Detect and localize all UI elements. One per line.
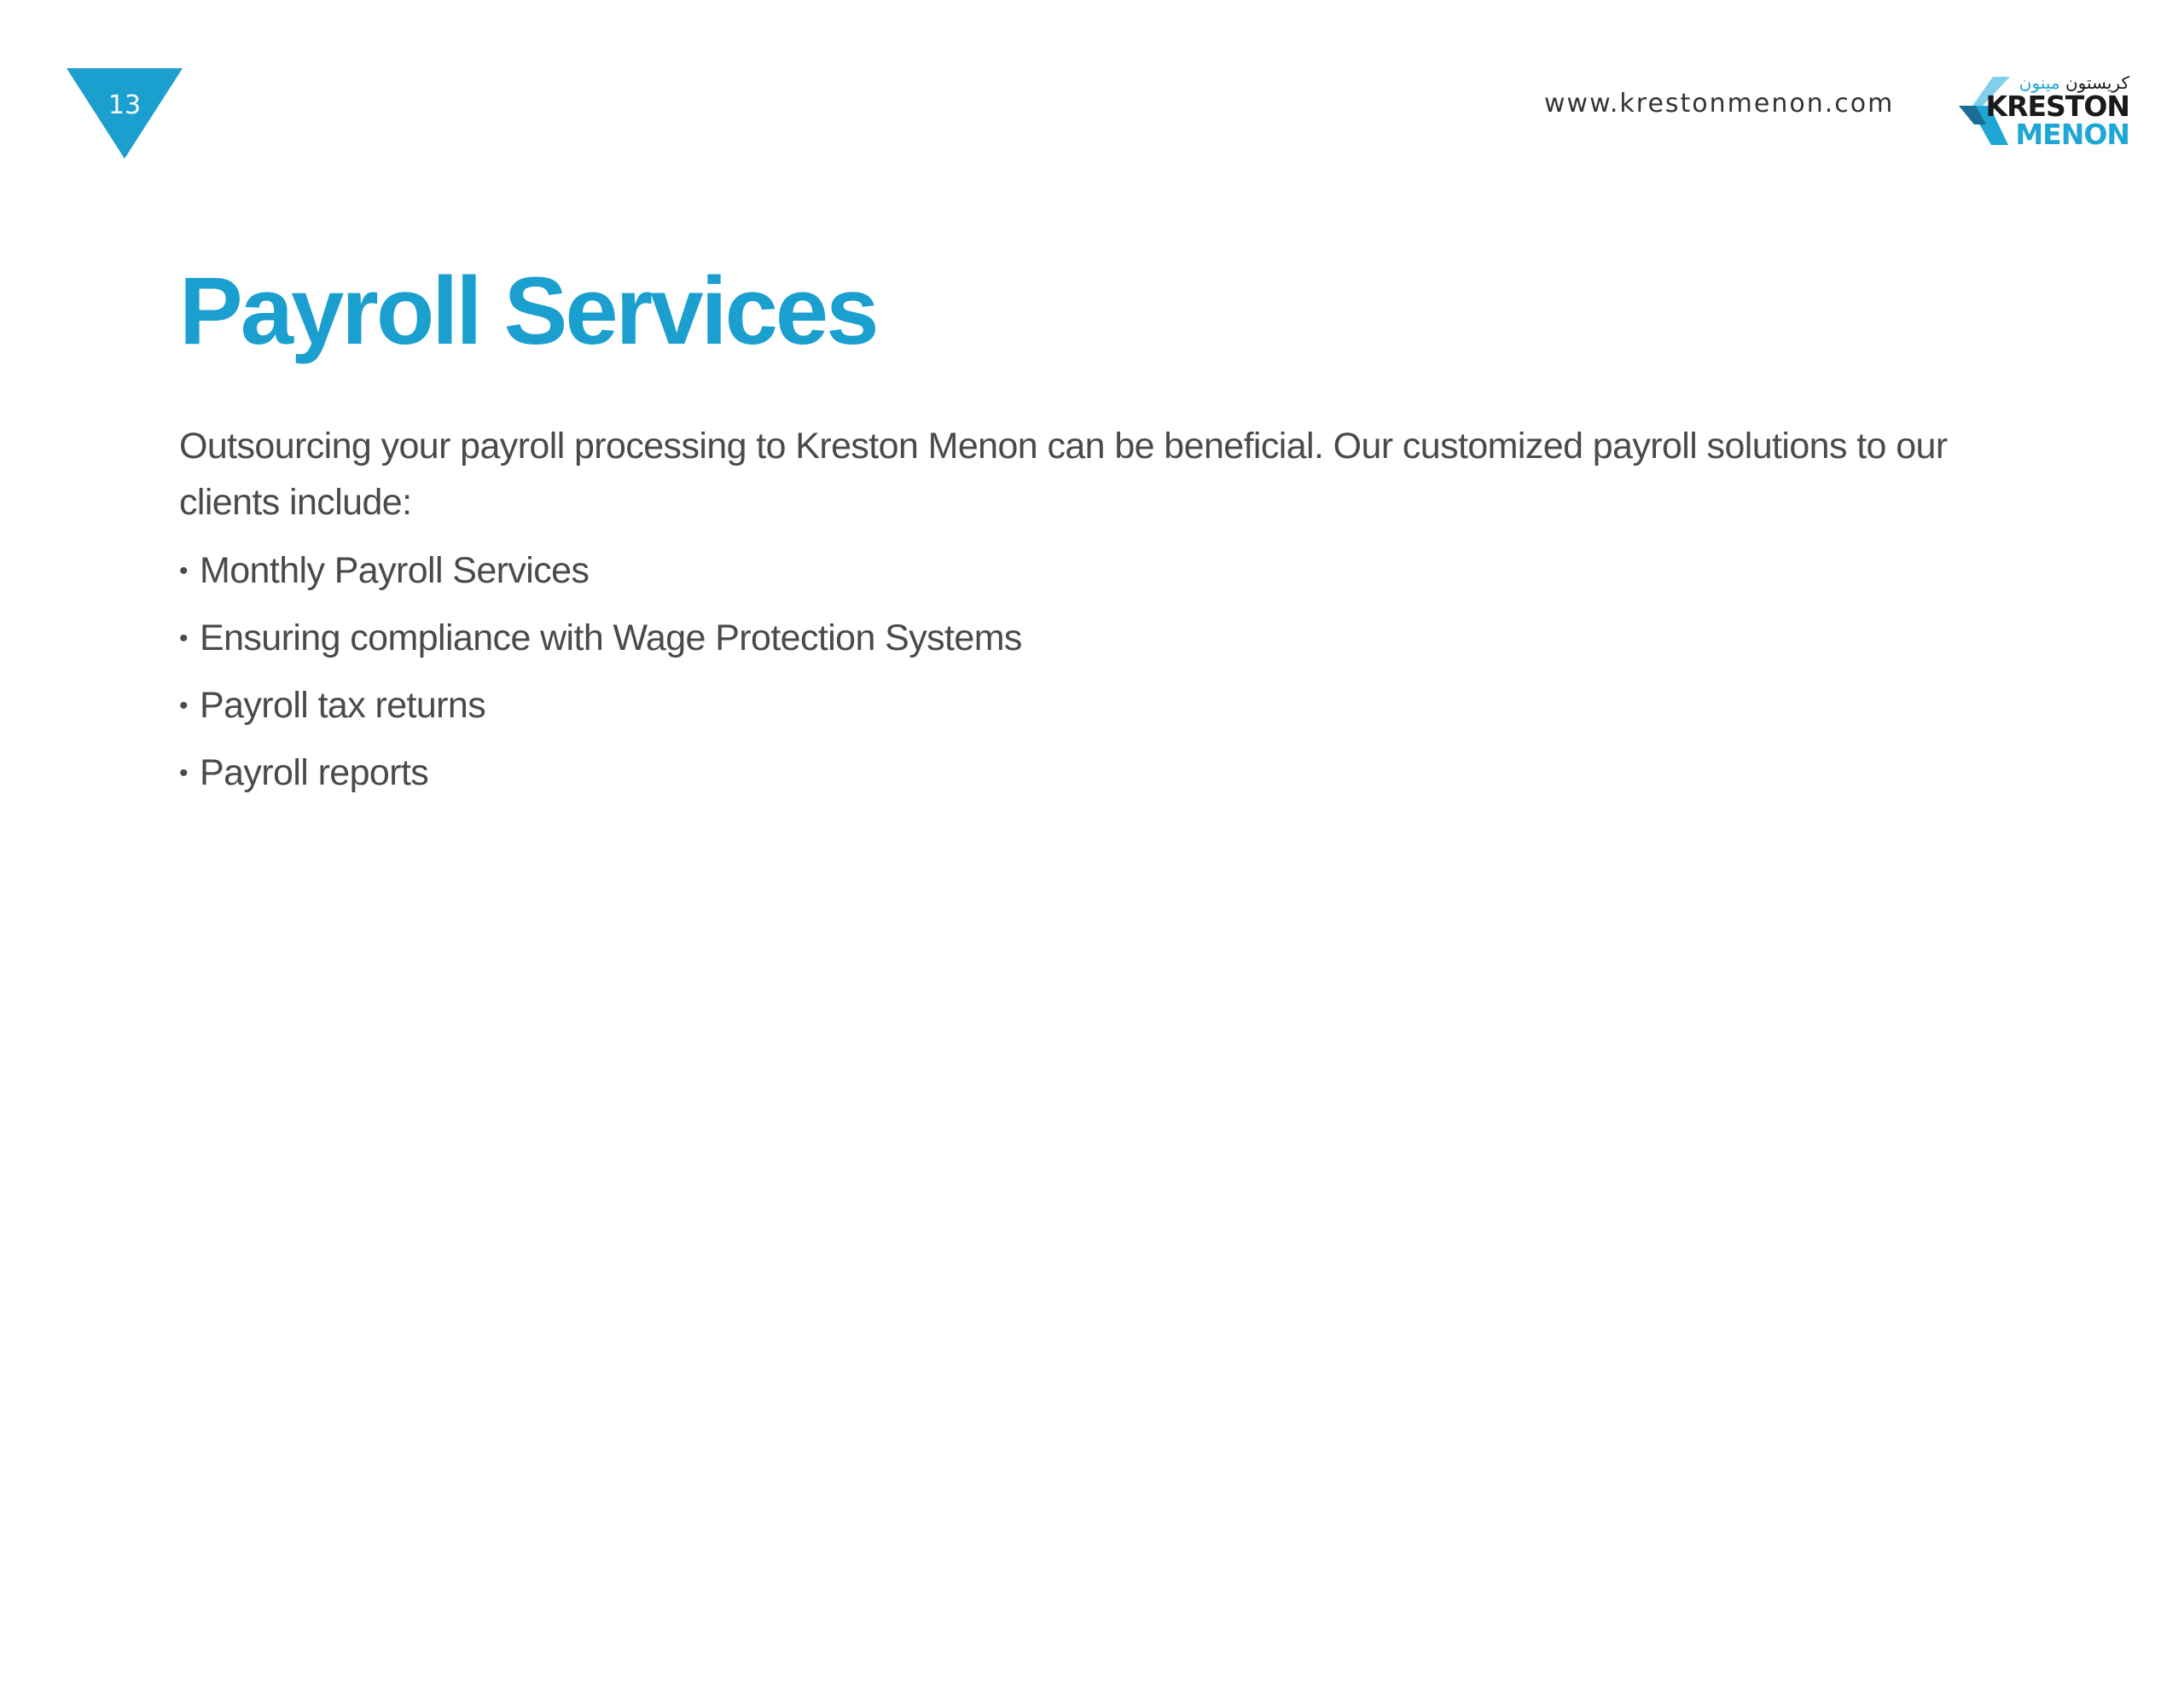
bullet-icon: • bbox=[179, 557, 188, 585]
website-url: www.krestonmenon.com bbox=[1544, 89, 1895, 119]
service-label: Ensuring compliance with Wage Protection Systems bbox=[200, 617, 1022, 658]
kreston-menon-logo bbox=[1959, 73, 2129, 150]
services-list bbox=[179, 537, 1022, 807]
logo-arabic-text: كريستون مينون bbox=[2018, 72, 2129, 93]
list-item bbox=[179, 605, 1022, 672]
bullet-icon: • bbox=[179, 759, 188, 787]
page-number: 13 bbox=[107, 90, 142, 120]
service-label: Monthly Payroll Services bbox=[200, 550, 590, 591]
list-item bbox=[179, 537, 1022, 605]
page-title: Payroll Services bbox=[179, 258, 877, 364]
service-label: Payroll tax returns bbox=[200, 685, 486, 726]
service-label: Payroll reports bbox=[200, 752, 429, 793]
intro-paragraph: Outsourcing your payroll processing to Kreston Menon can be beneficial. Our customized payroll solutions to our clients include: bbox=[179, 426, 1948, 523]
bullet-icon: • bbox=[179, 624, 188, 652]
bullet-icon: • bbox=[179, 692, 188, 720]
page-number-badge bbox=[67, 68, 183, 159]
logo-menon-text: MENON bbox=[2015, 118, 2129, 151]
logo-kreston-text: KRESTON bbox=[1985, 90, 2129, 123]
list-item bbox=[179, 739, 1022, 807]
list-item bbox=[179, 672, 1022, 739]
